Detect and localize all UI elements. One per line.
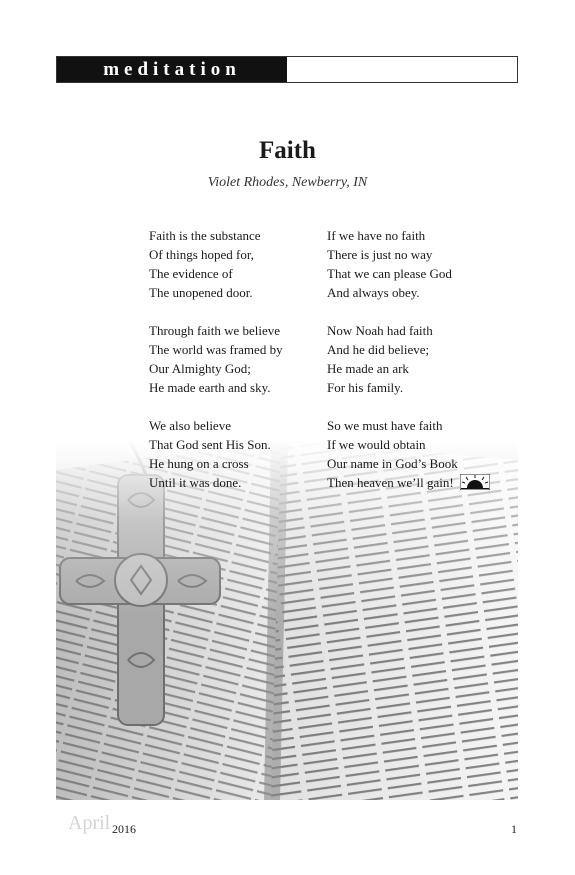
stanza [149, 416, 283, 492]
poem-line: He hung on a cross [149, 456, 249, 471]
poem-line: The world was framed by [149, 342, 283, 357]
poem-line: Our Almighty God; [149, 361, 251, 376]
poem-line: The evidence of [149, 266, 233, 281]
poem-line: The unopened door. [149, 285, 253, 300]
poem-line: Our name in God’s Book [327, 456, 458, 471]
poem-line: So we must have faith [327, 418, 443, 433]
poem-author: Violet Rhodes, Newberry, IN [207, 175, 368, 190]
poem-line: And he did believe; [327, 342, 430, 357]
stanza [327, 226, 490, 302]
poem-line: We also believe [149, 418, 231, 433]
section-label: meditation [57, 57, 287, 82]
poem-line: Until it was done. [149, 475, 242, 490]
stanza [149, 226, 283, 302]
poem-line: That we can please God [327, 266, 452, 281]
poem-left-column [149, 226, 283, 511]
poem-line-text: Then heaven we’ll gain! [327, 475, 454, 490]
poem-line: He made an ark [327, 361, 409, 376]
poem-title: Faith [259, 137, 316, 164]
poem-right-column [327, 226, 490, 511]
page-number: 1 [511, 822, 517, 836]
stanza [327, 321, 490, 397]
stanza [327, 416, 490, 492]
poem-line [327, 473, 490, 492]
footer-year: 2016 [112, 822, 136, 836]
poem-line: There is just no way [327, 247, 433, 262]
poem-line: And always obey. [327, 285, 420, 300]
poem-line: Faith is the substance [149, 228, 261, 243]
footer-month: April [68, 812, 111, 834]
poem-line: For his family. [327, 380, 404, 395]
poem-line: Of things hoped for, [149, 247, 254, 262]
poem-line: He made earth and sky. [149, 380, 271, 395]
poem-line: If we would obtain [327, 437, 426, 452]
poem-line: That God sent His Son. [149, 437, 271, 452]
poem-line: Through faith we believe [149, 323, 281, 338]
poem-line: If we have no faith [327, 228, 426, 243]
poem-line: Now Noah had faith [327, 323, 433, 338]
section-banner [56, 56, 518, 83]
stanza [149, 321, 283, 397]
sunrise-icon [460, 474, 490, 490]
